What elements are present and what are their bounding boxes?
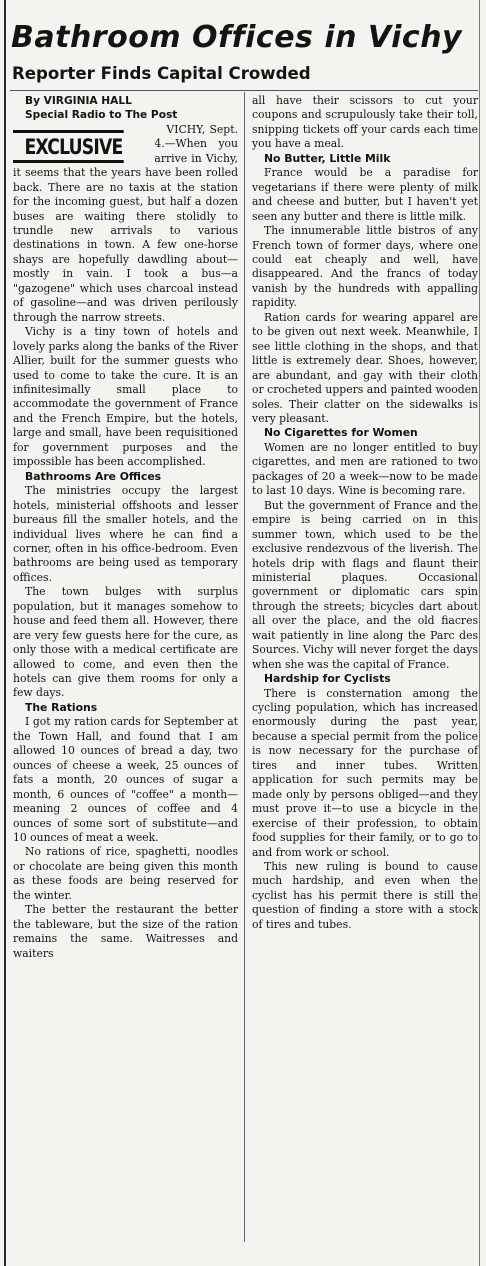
- paragraph-scissors: all have their scissors to cut your coupons and scrupulously take their toll, snipping tickets off your cards each time you have a meal.: [252, 94, 478, 151]
- clipping-edge-left: [4, 0, 6, 1266]
- right-column: [252, 94, 478, 932]
- paragraph-vichy: Vichy is a tiny town of hotels and lovely parks along the banks of the River Allier, built for the summer guests who used to come to take the cure. It is an infinitesimally small place to accommodate the government of France and the French Empire, but the hotels, large and small, have been requisitioned for government purposes and the impossible has been accomplished.: [13, 325, 238, 469]
- paragraph-apparel: Ration cards for wearing apparel are to be given out next week. Meanwhile, I see little clothing in the shops, and that little is extremely dear. Shoes, however, are abundant, and gay with their cloth or crocheted uppers and painted wooden soles. Their clatter on the sidewalks is very pleasant.: [252, 310, 478, 425]
- subheading-offices: Bathrooms Are Offices: [25, 469, 162, 483]
- paragraph-ration-cards: I got my ration cards for September at the Town Hall, and found that I am allowed 10 ounces of bread a day, two ounces of cheese a week, 25 ounces of fats a month, 20 ounces of sugar a month, 6 ounces of "coffee" a month—meaning 2 ounces of coffee and 4 ounces of some sort of substitute—and 10 ounces of meat a week.: [13, 715, 238, 845]
- paragraph-ruling: This new ruling is bound to cause much hardship, and even when the cyclist has his permit there is still the question of finding a store with a stock of tires and tubes.: [252, 860, 478, 931]
- paragraph-government: But the government of France and the empire is being carried on in this summer town, which used to be the exclusive rendezvous of the liverish. The hotels drip with flags and flaunt their ministerial plaques. Occasional government or diplomatic cars spin through the streets; bicycles dart about all over the place, and the old fiacres wait patiently in line along the Parc des Sources. Vichy will never forget the days when she was the capital of France.: [252, 498, 478, 671]
- subheading-butter: No Butter, Little Milk: [264, 151, 391, 165]
- left-column: [13, 94, 238, 961]
- paragraph-restaurant: The better the restaurant the better the tableware, but the size of the ration remains the same. Waitresses and waiters: [13, 903, 238, 960]
- subheadline: Reporter Finds Capital Crowded: [12, 64, 311, 83]
- exclusive-badge: EXCLUSIVE: [13, 130, 124, 163]
- headline-divider: [10, 90, 478, 91]
- paragraph-no-rations: No rations of rice, spaghetti, noodles or chocolate are being given this month as these foods are being reserved for the winter.: [13, 845, 238, 902]
- dateline-text: VICHY, Sept. 4.—When you arrive in Vichy, it seems that the years have been rolled back. There are no taxis at the station for the incoming guest, but half a dozen buses are waiting there stolidly to trundle new arrivals to various destinations in town. A few one-horse shays are hopefully dawdling about—mostly in vain. I took a bus—a "gazogene" which uses charcoal instead of gasoline—and was driven perilously through the narrow streets.: [13, 122, 238, 324]
- paragraph-women: Women are no longer entitled to buy cigarettes, and men are rationed to two packages of 20 a week—now to be made to last 10 days. Wine is becoming rare.: [252, 440, 478, 498]
- subheading-cyclists: Hardship for Cyclists: [264, 672, 391, 686]
- paragraph-consternation: There is consternation among the cycling population, which has increased enormously during the past year, because a special permit from the police is now necessary for the purchase of tires and inner tubes. Written application for such permits may be made only by persons obliged—and they must prove it—to use a bicycle in the exercise of their profession, to obtain food supplies for their family, or to go to and from work or school.: [252, 686, 478, 859]
- headline: Bathroom Offices in Vichy: [11, 20, 463, 55]
- paragraph-bulges: The town bulges with surplus population, but it manages somehow to house and feed them all. However, there are very few guests here for the cure, as only those with a medical certificate are allowed to come, and even then the hotels can give them rooms for only a few days.: [13, 585, 238, 700]
- column-divider: [244, 92, 245, 1242]
- byline-author: By VIRGINIA HALL: [25, 95, 132, 107]
- dateline-paragraph: [13, 123, 238, 325]
- byline-source: Special Radio to The Post: [25, 109, 178, 122]
- paragraph-paradise: France would be a paradise for vegetarians if there were plenty of milk and cheese and butter, but I haven't yet seen any butter and there is little milk.: [252, 166, 478, 223]
- paragraph-ministries: The ministries occupy the largest hotels, ministerial offshoots and lesser bureaus fill the smaller hotels, and the individual lives where he can find a corner, often in his office-bedroom. Even bathrooms are being used as temporary offices.: [13, 484, 238, 584]
- subheading-rations: The Rations: [25, 700, 98, 714]
- paragraph-bistros: The innumerable little bistros of any French town of former days, where one could eat cheaply and well, have disappeared. And the francs of today vanish by the hundreds with appalling rapidity.: [252, 224, 478, 310]
- subheading-cigarettes: No Cigarettes for Women: [264, 426, 418, 440]
- clipping-edge-right: [479, 0, 480, 1266]
